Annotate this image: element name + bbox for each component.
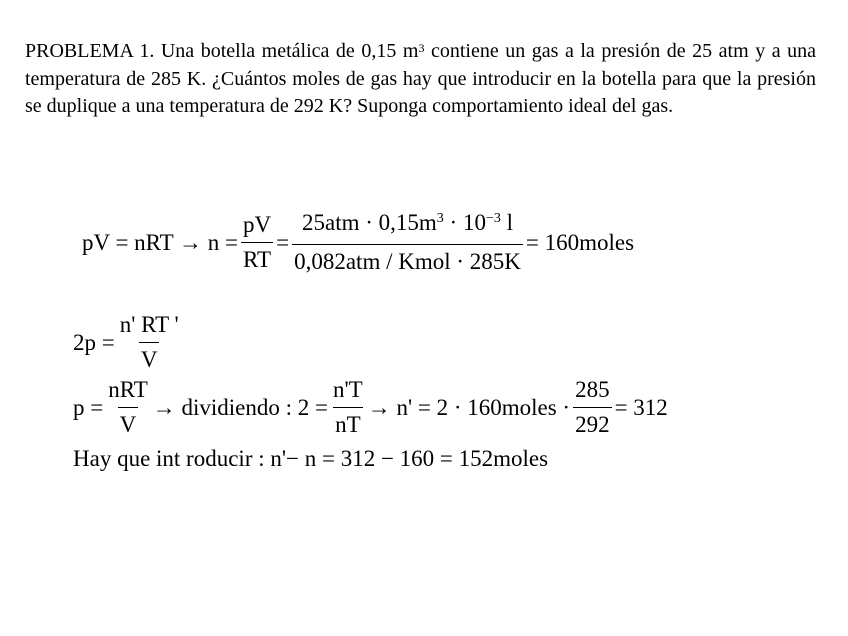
eq1-f2-num-part-c: l: [500, 210, 513, 235]
problem-text-start: PROBLEMA 1. Una botella metálica de 0,15 m: [25, 40, 419, 62]
eq3-fraction-nrt-v: [106, 375, 150, 440]
eq2-denominator: V: [139, 342, 160, 375]
eq2-fraction: [118, 310, 181, 375]
equation-double-pressure: [73, 310, 184, 375]
eq1-fraction-values: [292, 208, 523, 277]
eq3-f2-numerator: n'T: [333, 377, 363, 402]
eq1-f2-num-sup2: −3: [485, 211, 501, 226]
cubic-superscript: 3: [418, 41, 425, 55]
equation-division: [73, 375, 668, 440]
problem-statement: [25, 38, 816, 121]
eq3-mid2: → n' = 2 · 160moles ·: [367, 394, 571, 420]
eq3-fraction-ratio: [331, 375, 365, 440]
eq3-lhs: p =: [73, 394, 104, 420]
eq1-lhs: pV = nRT → n =: [82, 229, 238, 255]
eq1-equals: =: [276, 229, 290, 255]
eq1-f2-denominator: 0,082atm / Kmol · 285K: [292, 244, 523, 277]
eq3-mid: → dividiendo : 2 =: [152, 394, 328, 420]
eq1-f1-denominator: RT: [241, 242, 273, 275]
eq3-f2-denominator: nT: [333, 407, 363, 440]
eq2-lhs: 2p =: [73, 329, 115, 355]
eq3-f3-denominator: 292: [573, 407, 612, 440]
equation-ideal-gas-moles: [82, 208, 634, 277]
problem-text-end: contiene un gas a la presión de 25 atm y a una temperatura de 285 K. ¿Cuántos moles de gas hay que introducir en la botella para que la presión se duplique a una temperatura de 292 K? Suponga comportamiento ideal del gas.: [25, 40, 817, 117]
eq2-numerator: n' RT ': [119, 312, 179, 337]
eq1-f2-numerator: [300, 208, 515, 244]
eq4-text: Hay que int roducir : n'− n = 312 − 160 = 152moles: [73, 446, 549, 471]
eq1-result: = 160moles: [525, 229, 635, 255]
eq1-f1-numerator: pV: [242, 212, 272, 237]
eq1-f2-num-sup1: 3: [436, 211, 444, 226]
eq3-f1-numerator: nRT: [108, 377, 148, 402]
eq3-f1-denominator: V: [118, 407, 139, 440]
eq3-result: = 312: [614, 394, 668, 420]
eq3-fraction-temps: [573, 375, 612, 440]
eq1-f2-num-part-a: 25atm · 0,15m: [301, 210, 437, 235]
eq1-f2-num-part-b: · 10: [443, 210, 486, 235]
eq3-f3-numerator: 285: [575, 377, 610, 402]
equation-answer: [73, 446, 548, 472]
eq1-fraction-pv-rt: [241, 210, 273, 275]
